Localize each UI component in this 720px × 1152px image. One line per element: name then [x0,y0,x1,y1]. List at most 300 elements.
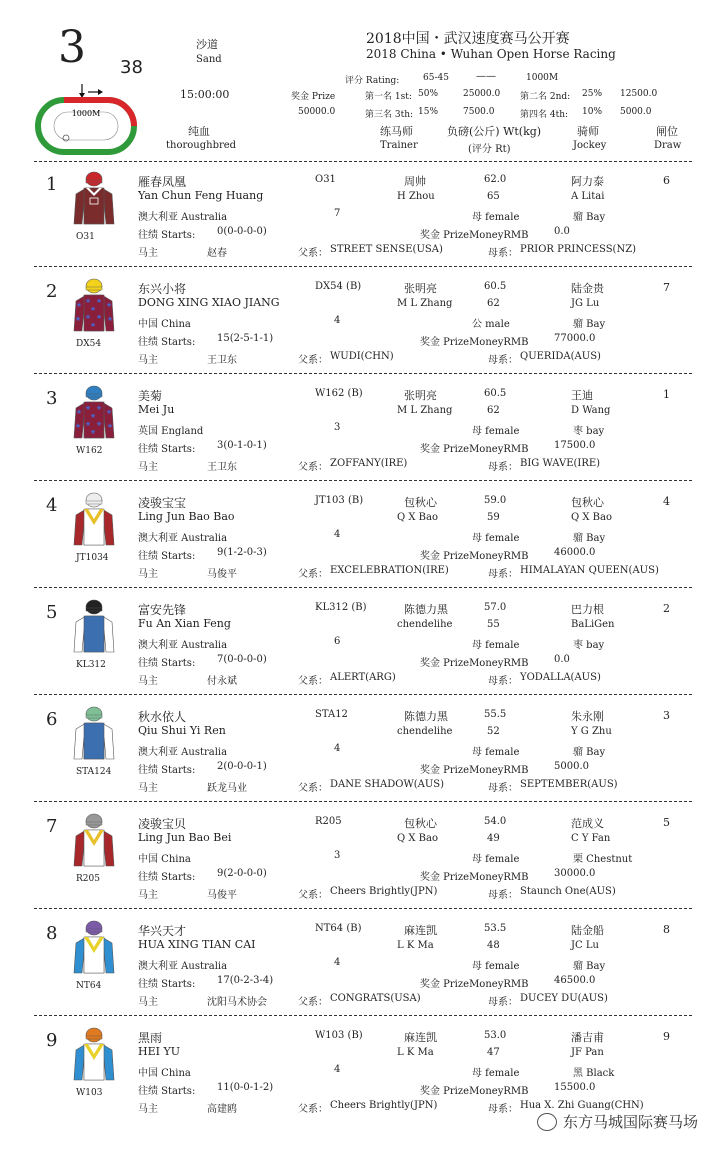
second-label: 第二名 2nd: [520,92,571,102]
horse-starts: 7(0-0-0-0) [217,654,267,665]
horse-age: 7 [334,208,341,219]
jockey-en: JC Lu [571,940,599,951]
svg-text:★: ★ [95,297,103,305]
fourth-pct: 10% [582,107,603,117]
horse-name-en: Mei Ju [138,403,175,416]
title-en: 2018 China • Wuhan Open Horse Racing [366,47,616,61]
owner-name: 马俊平 [207,569,237,580]
surface-cn: 沙道 [196,38,218,51]
horse-name-en: HUA XING TIAN CAI [138,938,256,951]
trainer-cn: 陈德力黑 [404,710,448,723]
starts-label: 往绩 Starts: [138,979,196,990]
trainer-cn: 包秋心 [404,496,437,509]
horse-color: 栗 Chestnut [573,854,633,865]
horse-number: 6 [46,709,58,730]
dam-name: YODALLA(AUS) [520,672,601,683]
col-trainer-cn: 练马师 [380,125,413,138]
sire-label: 父系： [298,1104,328,1115]
entry-divider [34,373,692,374]
horse-prize-money: 0.0 [554,654,570,665]
dam-label: 母系： [488,569,518,580]
horse-name-cn: 凌骏宝贝 [138,817,187,831]
jockey-silks-icon [68,491,120,549]
dam-name: HIMALAYAN QUEEN(AUS) [520,565,659,576]
horse-starts: 2(0-0-0-1) [217,761,267,772]
starts-label: 往绩 Starts: [138,230,196,241]
jockey-en: Q X Bao [571,512,613,523]
horse-prize-money: 30000.0 [554,868,596,879]
starts-label: 往绩 Starts: [138,337,196,348]
silks-code: KL312 [76,660,106,670]
trainer-en: L K Ma [397,1047,434,1058]
prize-money-label: 奖金 PrizeMoneyRMB [420,551,529,562]
svg-text:★: ★ [89,412,97,420]
watermark-text: 东方马城国际赛马场 [562,1113,698,1131]
first-pct: 50% [418,89,439,99]
second-pct: 25% [582,89,603,99]
horse-number: 5 [46,602,58,623]
sire-label: 父系： [298,569,328,580]
horse-starts: 3(0-1-0-1) [217,440,267,451]
horse-entry [0,808,720,915]
horse-starts: 0(0-0-0-0) [217,226,267,237]
horse-draw: 3 [663,709,670,722]
sire-label: 父系： [298,355,328,366]
trainer-en: chendelihe [397,726,453,737]
owner-label: 马主 [138,569,158,580]
horse-brand: DX54 (B) [315,281,362,292]
horse-sex: 母 female [472,426,520,437]
horse-starts: 15(2-5-1-1) [217,333,274,344]
horse-number: 4 [46,495,58,516]
trainer-cn: 麻连凯 [404,1031,437,1044]
sire-label: 父系： [298,997,328,1008]
trainer-cn: 麻连凯 [404,924,437,937]
trainer-en: M L Zhang [397,405,453,416]
horse-weight: 60.5 [484,281,507,292]
distance: 1000M [526,73,559,83]
sire-name: STREET SENSE(USA) [330,244,443,255]
col-trainer-en: Trainer [380,140,418,151]
svg-text:★: ★ [84,420,92,428]
owner-label: 马主 [138,676,158,687]
third-amt: 7500.0 [463,107,495,117]
horse-brand: JT103 (B) [315,495,364,506]
header-divider [34,161,692,162]
svg-text:★: ★ [74,422,82,430]
horse-entry [0,701,720,808]
horse-draw: 7 [663,281,670,294]
horse-draw: 9 [663,1030,670,1043]
horse-prize-money: 77000.0 [554,333,596,344]
watermark [537,1111,698,1132]
owner-label: 马主 [138,355,158,366]
owner-name: 马俊平 [207,890,237,901]
jockey-en: BaLiGen [571,619,615,630]
jockey-en: Y G Zhu [571,726,612,737]
owner-name: 赵春 [207,248,227,259]
prize-total: 50000.0 [298,107,336,117]
dam-name: Staunch One(AUS) [520,886,616,897]
third-pct: 15% [418,107,439,117]
first-label: 第一名 1st: [365,92,412,102]
owner-name: 王卫东 [207,355,237,366]
horse-weight: 59.0 [484,495,507,506]
horse-name-cn: 秋水依人 [138,710,187,724]
owner-name: 高建鸥 [207,1104,237,1115]
trainer-en: M L Zhang [397,298,453,309]
col-jockey-en: Jockey [573,140,607,151]
horse-brand: KL312 (B) [315,602,367,613]
sire-name: Cheers Brightly(JPN) [330,1100,438,1111]
horse-age: 4 [334,957,341,968]
prize-money-label: 奖金 PrizeMoneyRMB [420,658,529,669]
horse-age: 4 [334,529,341,540]
prize-money-label: 奖金 PrizeMoneyRMB [420,872,529,883]
horse-draw: 8 [663,923,670,936]
trainer-cn: 周帅 [404,175,426,188]
horse-sex: 公 male [472,319,510,330]
col-weight-cn: 负磅(公斤) Wt(kg) [447,125,542,138]
horse-color: 骝 Bay [573,533,606,544]
owner-label: 马主 [138,783,158,794]
horse-rating: 62 [487,298,500,309]
dam-label: 母系： [488,1104,518,1115]
dam-label: 母系： [488,462,518,473]
horse-color: 枣 bay [573,640,605,651]
horse-country: 澳大利亚 Australia [138,640,228,651]
jockey-cn: 陆金船 [571,924,604,937]
jockey-en: C Y Fan [571,833,611,844]
race-time: 15:00:00 [180,88,230,101]
horse-weight: 53.0 [484,1030,507,1041]
fourth-amt: 5000.0 [620,107,652,117]
col-jockey-cn: 骑师 [577,125,599,138]
horse-brand: R205 [315,816,342,827]
horse-entry [0,594,720,701]
horse-age: 4 [334,1064,341,1075]
horse-name-en: Ling Jun Bao Bei [138,831,232,844]
horse-name-cn: 东兴小将 [138,282,187,296]
horse-sex: 母 female [472,533,520,544]
horse-name-cn: 黑雨 [138,1031,163,1045]
horse-age: 6 [334,636,341,647]
svg-text:★: ★ [95,404,103,412]
horse-brand: STA12 [315,709,348,720]
entry-divider [34,801,692,802]
horse-sex: 母 female [472,640,520,651]
trainer-en: chendelihe [397,619,453,630]
starts-label: 往绩 Starts: [138,872,196,883]
horse-age: 3 [334,850,341,861]
sire-label: 父系： [298,890,328,901]
rating-dash: —— [476,71,496,82]
horse-prize-money: 0.0 [554,226,570,237]
horse-name-en: Yan Chun Feng Huang [138,189,264,202]
sire-name: EXCELEBRATION(IRE) [330,565,449,576]
entry-divider [34,694,692,695]
entry-divider [34,266,692,267]
horse-country: 澳大利亚 Australia [138,533,228,544]
horse-color: 枣 bay [573,426,605,437]
svg-text:★: ★ [105,301,113,309]
sire-name: ZOFFANY(IRE) [330,458,408,469]
svg-text:★: ★ [75,408,83,416]
col-draw-en: Draw [654,140,682,151]
sire-label: 父系： [298,676,328,687]
horse-name-en: Fu An Xian Feng [138,617,231,630]
jockey-cn: 包秋心 [571,496,604,509]
owner-name: 付永斌 [207,676,237,687]
entry-divider [34,908,692,909]
sire-name: DANE SHADOW(AUS) [330,779,445,790]
sire-name: WUDI(CHN) [330,351,394,362]
horse-weight: 60.5 [484,388,507,399]
first-amt: 25000.0 [463,89,501,99]
horse-country: 中国 China [138,1068,191,1079]
jockey-silks-icon [68,598,120,656]
svg-text:★: ★ [84,297,92,305]
silks-code: O31 [76,232,95,242]
race-number: 3 [58,22,86,73]
second-amt: 12500.0 [620,89,658,99]
entry-divider [34,1015,692,1016]
horse-age: 4 [334,743,341,754]
dam-label: 母系： [488,783,518,794]
horse-rating: 55 [487,619,500,630]
horse-draw: 1 [663,388,670,401]
horse-prize-money: 46000.0 [554,547,596,558]
horse-name-cn: 雁春凤凰 [138,175,187,189]
silks-code: DX54 [76,339,102,349]
horse-weight: 62.0 [484,174,507,185]
svg-text:★: ★ [106,315,114,323]
horse-country: 中国 China [138,319,191,330]
track-label: 1000M [71,109,101,118]
horse-weight: 55.5 [484,709,507,720]
sire-label: 父系： [298,462,328,473]
horse-name-en: Ling Jun Bao Bao [138,510,235,523]
horse-number: 7 [46,816,58,837]
horse-color: 骝 Bay [573,961,606,972]
jockey-silks-icon [68,384,120,442]
svg-text:★: ★ [106,422,114,430]
horse-name-cn: 凌骏宝宝 [138,496,187,510]
horse-rating: 65 [487,191,500,202]
starts-label: 往绩 Starts: [138,444,196,455]
trainer-en: Q X Bao [397,512,439,523]
owner-label: 马主 [138,462,158,473]
sire-label: 父系： [298,783,328,794]
jockey-en: JG Lu [571,298,600,309]
svg-text:★: ★ [89,305,97,313]
jockey-silks-icon [68,812,120,870]
svg-text:★: ★ [89,428,97,436]
jockey-cn: 朱永刚 [571,710,604,723]
owner-label: 马主 [138,890,158,901]
jockey-silks-icon [68,1026,120,1084]
prize-money-label: 奖金 PrizeMoneyRMB [420,444,529,455]
trainer-cn: 张明亮 [404,389,437,402]
horse-country: 英国 England [138,426,204,437]
title-cn: 2018中国・武汉速度赛马公开赛 [366,31,570,47]
starts-label: 往绩 Starts: [138,1086,196,1097]
horse-sex: 母 female [472,212,520,223]
prize-money-label: 奖金 PrizeMoneyRMB [420,765,529,776]
horse-name-cn: 美菊 [138,389,163,403]
jockey-cn: 阿力泰 [571,175,604,188]
track-diagram [34,82,139,160]
horse-country: 澳大利亚 Australia [138,961,228,972]
silks-code: W162 [76,446,103,456]
horse-country: 澳大利亚 Australia [138,212,228,223]
trainer-cn: 包秋心 [404,817,437,830]
horse-color: 骝 Bay [573,747,606,758]
svg-text:★: ★ [95,420,103,428]
horse-draw: 2 [663,602,670,615]
horse-name-en: DONG XING XIAO JIANG [138,296,280,309]
prize-money-label: 奖金 PrizeMoneyRMB [420,979,529,990]
horse-prize-money: 15500.0 [554,1082,596,1093]
trainer-cn: 张明亮 [404,282,437,295]
horse-weight: 57.0 [484,602,507,613]
sire-name: ALERT(ARG) [330,672,396,683]
horse-starts: 17(0-2-3-4) [217,975,274,986]
horse-name-cn: 华兴天才 [138,924,187,938]
horse-prize-money: 17500.0 [554,440,596,451]
horse-entry [0,915,720,1022]
dam-name: BIG WAVE(IRE) [520,458,601,469]
jockey-en: A Litai [571,191,605,202]
horse-starts: 11(0-0-1-2) [217,1082,274,1093]
horse-weight: 53.5 [484,923,507,934]
jockey-cn: 陆金贵 [571,282,604,295]
starts-label: 往绩 Starts: [138,765,196,776]
horse-number: 2 [46,281,58,302]
jockey-silks-icon [68,919,120,977]
col-weight-en: (评分 Rt) [468,144,511,155]
horse-draw: 5 [663,816,670,829]
owner-name: 沈阳马术协会 [207,997,267,1008]
horse-number: 1 [46,174,58,195]
prize-money-label: 奖金 PrizeMoneyRMB [420,230,529,241]
trainer-en: L K Ma [397,940,434,951]
jockey-cn: 巴力根 [571,603,604,616]
starts-label: 往绩 Starts: [138,551,196,562]
trainer-cn: 陈德力黑 [404,603,448,616]
horse-rating: 47 [487,1047,500,1058]
svg-text:★: ★ [95,313,103,321]
horse-rating: 49 [487,833,500,844]
silks-code: R205 [76,874,100,884]
prize-money-label: 奖金 PrizeMoneyRMB [420,337,529,348]
horse-rating: 62 [487,405,500,416]
jockey-cn: 潘吉甫 [571,1031,604,1044]
jockey-silks-icon [68,277,120,335]
owner-name: 王卫东 [207,462,237,473]
sire-name: CONGRATS(USA) [330,993,421,1004]
jockey-en: JF Pan [571,1047,604,1058]
horse-draw: 6 [663,174,670,187]
dam-label: 母系： [488,890,518,901]
horse-prize-money: 5000.0 [554,761,589,772]
starts-label: 往绩 Starts: [138,658,196,669]
horse-brand: W103 (B) [315,1030,363,1041]
horse-entry [0,166,720,273]
horse-entry [0,273,720,380]
svg-text:★: ★ [75,301,83,309]
svg-text:★: ★ [84,404,92,412]
owner-label: 马主 [138,997,158,1008]
horse-weight: 54.0 [484,816,507,827]
horse-brand: W162 (B) [315,388,363,399]
breed-cn: 纯血 [188,125,210,138]
sire-name: Cheers Brightly(JPN) [330,886,438,897]
dam-label: 母系： [488,355,518,366]
silks-code: JT1034 [76,553,109,563]
horse-draw: 4 [663,495,670,508]
entry-divider [34,587,692,588]
owner-name: 跃龙马业 [207,783,247,794]
trainer-en: Q X Bao [397,833,439,844]
dam-name: PRIOR PRINCESS(NZ) [520,244,637,255]
horse-country: 中国 China [138,854,191,865]
dam-name: SEPTEMBER(AUS) [520,779,618,790]
owner-label: 马主 [138,248,158,259]
horse-brand: O31 [315,174,336,185]
horse-entry [0,380,720,487]
horse-color: 骝 Bay [573,212,606,223]
horse-prize-money: 46500.0 [554,975,596,986]
silks-code: NT64 [76,981,102,991]
dam-name: DUCEY DU(AUS) [520,993,608,1004]
horse-name-en: Qiu Shui Yi Ren [138,724,226,737]
horse-number: 9 [46,1030,58,1051]
dam-name: QUERIDA(AUS) [520,351,601,362]
horse-color: 骝 Bay [573,319,606,330]
horse-color: 黑 Black [573,1068,615,1079]
prize-money-label: 奖金 PrizeMoneyRMB [420,1086,529,1097]
dam-name: Hua X. Zhi Guang(CHN) [520,1100,644,1111]
track-arrow-icon [79,84,103,98]
third-label: 第三名 3th: [365,110,414,120]
silks-code: W103 [76,1088,103,1098]
entry-divider [34,480,692,481]
svg-text:★: ★ [105,408,113,416]
breed-en: thoroughbred [166,140,237,151]
svg-text:★: ★ [89,321,97,329]
horse-sex: 母 female [472,747,520,758]
horse-entry [0,487,720,594]
sire-label: 父系： [298,248,328,259]
horse-brand: NT64 (B) [315,923,362,934]
horse-rating: 59 [487,512,500,523]
jockey-cn: 范成义 [571,817,604,830]
jockey-en: D Wang [571,405,611,416]
owner-label: 马主 [138,1104,158,1115]
horse-number: 3 [46,388,58,409]
jockey-silks-icon [68,705,120,763]
svg-text:★: ★ [84,313,92,321]
horse-rating: 52 [487,726,500,737]
jockey-cn: 王迪 [571,389,593,402]
race-id: 38 [120,57,143,78]
rating-value: 65-45 [423,73,449,83]
horse-sex: 母 female [472,1068,520,1079]
trainer-en: H Zhou [397,191,435,202]
col-draw-cn: 闸位 [656,125,678,138]
horse-sex: 母 female [472,961,520,972]
